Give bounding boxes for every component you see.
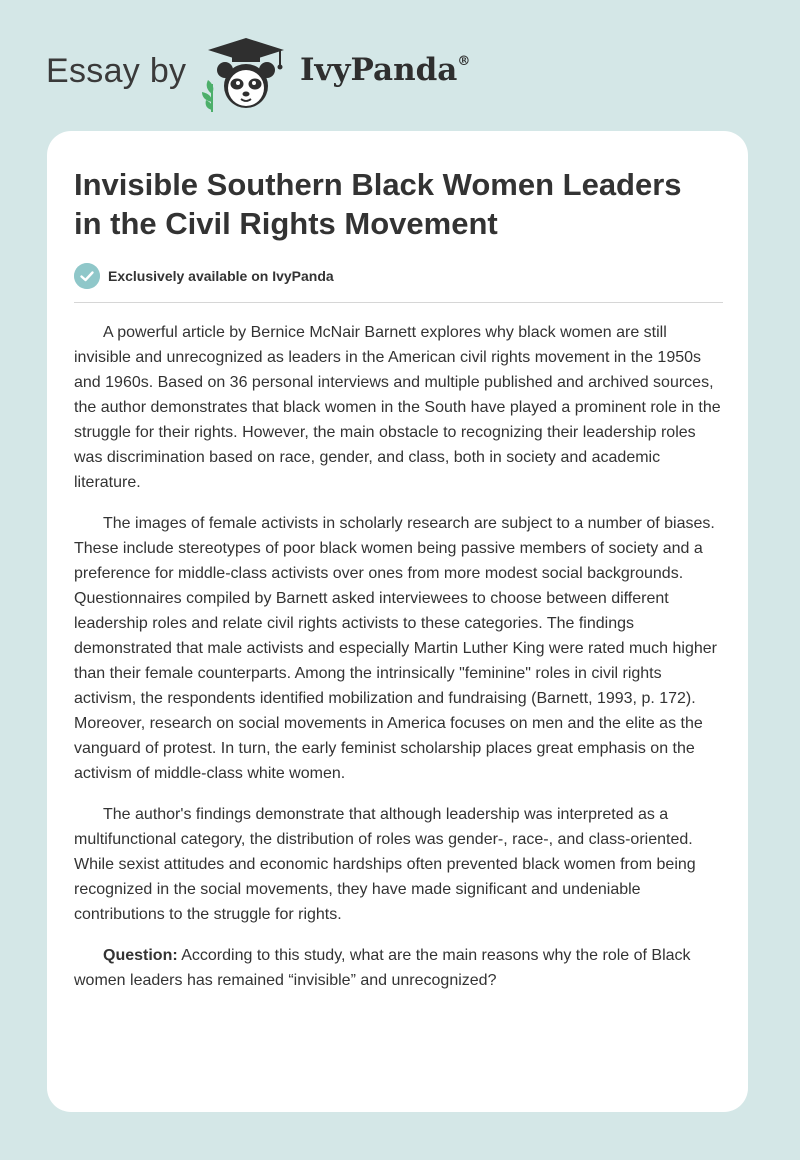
- paragraph: The images of female activists in scholarly research are subject to a number of biases. These include stereotypes of poor black women being passive members of society and a preference for middle-class activists over ones from more modest social backgrounds. Questionnaires compiled by Barnett asked interviewees to choose between different leadership roles and relate civil rights activists to these categories. The findings demonstrated that male activists and especially Martin Luther King were rated much higher than their female counterparts. Among the intrinsically "feminine" roles in civil rights activism, the respondents identified mobilization and fundraising (Barnett, 1993, p. 172). Moreover, research on social movements in America focuses on men and the elite as the vanguard of protest. In turn, the early feminist scholarship places great emphasis on the activism of middle-class white women.: [74, 515, 717, 782]
- registered-mark: ®: [457, 54, 471, 69]
- question-paragraph: [74, 943, 724, 993]
- question-label: Question:: [103, 947, 178, 964]
- site-header: [46, 36, 546, 116]
- checkmark-icon: [74, 263, 100, 289]
- brand-name[interactable]: [300, 52, 470, 88]
- exclusive-badge: [74, 263, 474, 289]
- question-text: According to this study, what are the main reasons why the role of Black women leaders has remained “invisible” and unrecognized?: [74, 947, 691, 989]
- exclusive-badge-text: Exclusively available on IvyPanda: [108, 268, 334, 284]
- essay-card: [47, 131, 748, 1112]
- essay-title: Invisible Southern Black Women Leaders in the Civil Rights Movement: [74, 167, 682, 241]
- essay-by-label: Essay by: [46, 52, 187, 90]
- divider: [74, 302, 723, 303]
- paragraph: A powerful article by Bernice McNair Barnett explores why black women are still invisible and unrecognized as leaders in the American civil rights movement in the 1950s and 1960s. Based on 36 personal interviews and multiple published and archived sources, the author demonstrates that black women in the South have played a prominent role in the struggle for their rights. However, the main obstacle to recognizing their leadership roles was discrimination based on race, gender, and class, both in society and academic literature.: [74, 324, 721, 491]
- brand-name-text: IvyPanda: [300, 52, 458, 88]
- panda-graduate-logo-icon[interactable]: [198, 36, 294, 112]
- paragraph: The author's findings demonstrate that although leadership was interpreted as a multifunctional category, the distribution of roles was gender-, race-, and class-oriented. While sexist attitudes and economic hardships often prevented black women from being recognized in the social movements, they have made significant and undeniable contributions to the struggle for rights.: [74, 806, 696, 923]
- essay-body: [74, 320, 724, 1009]
